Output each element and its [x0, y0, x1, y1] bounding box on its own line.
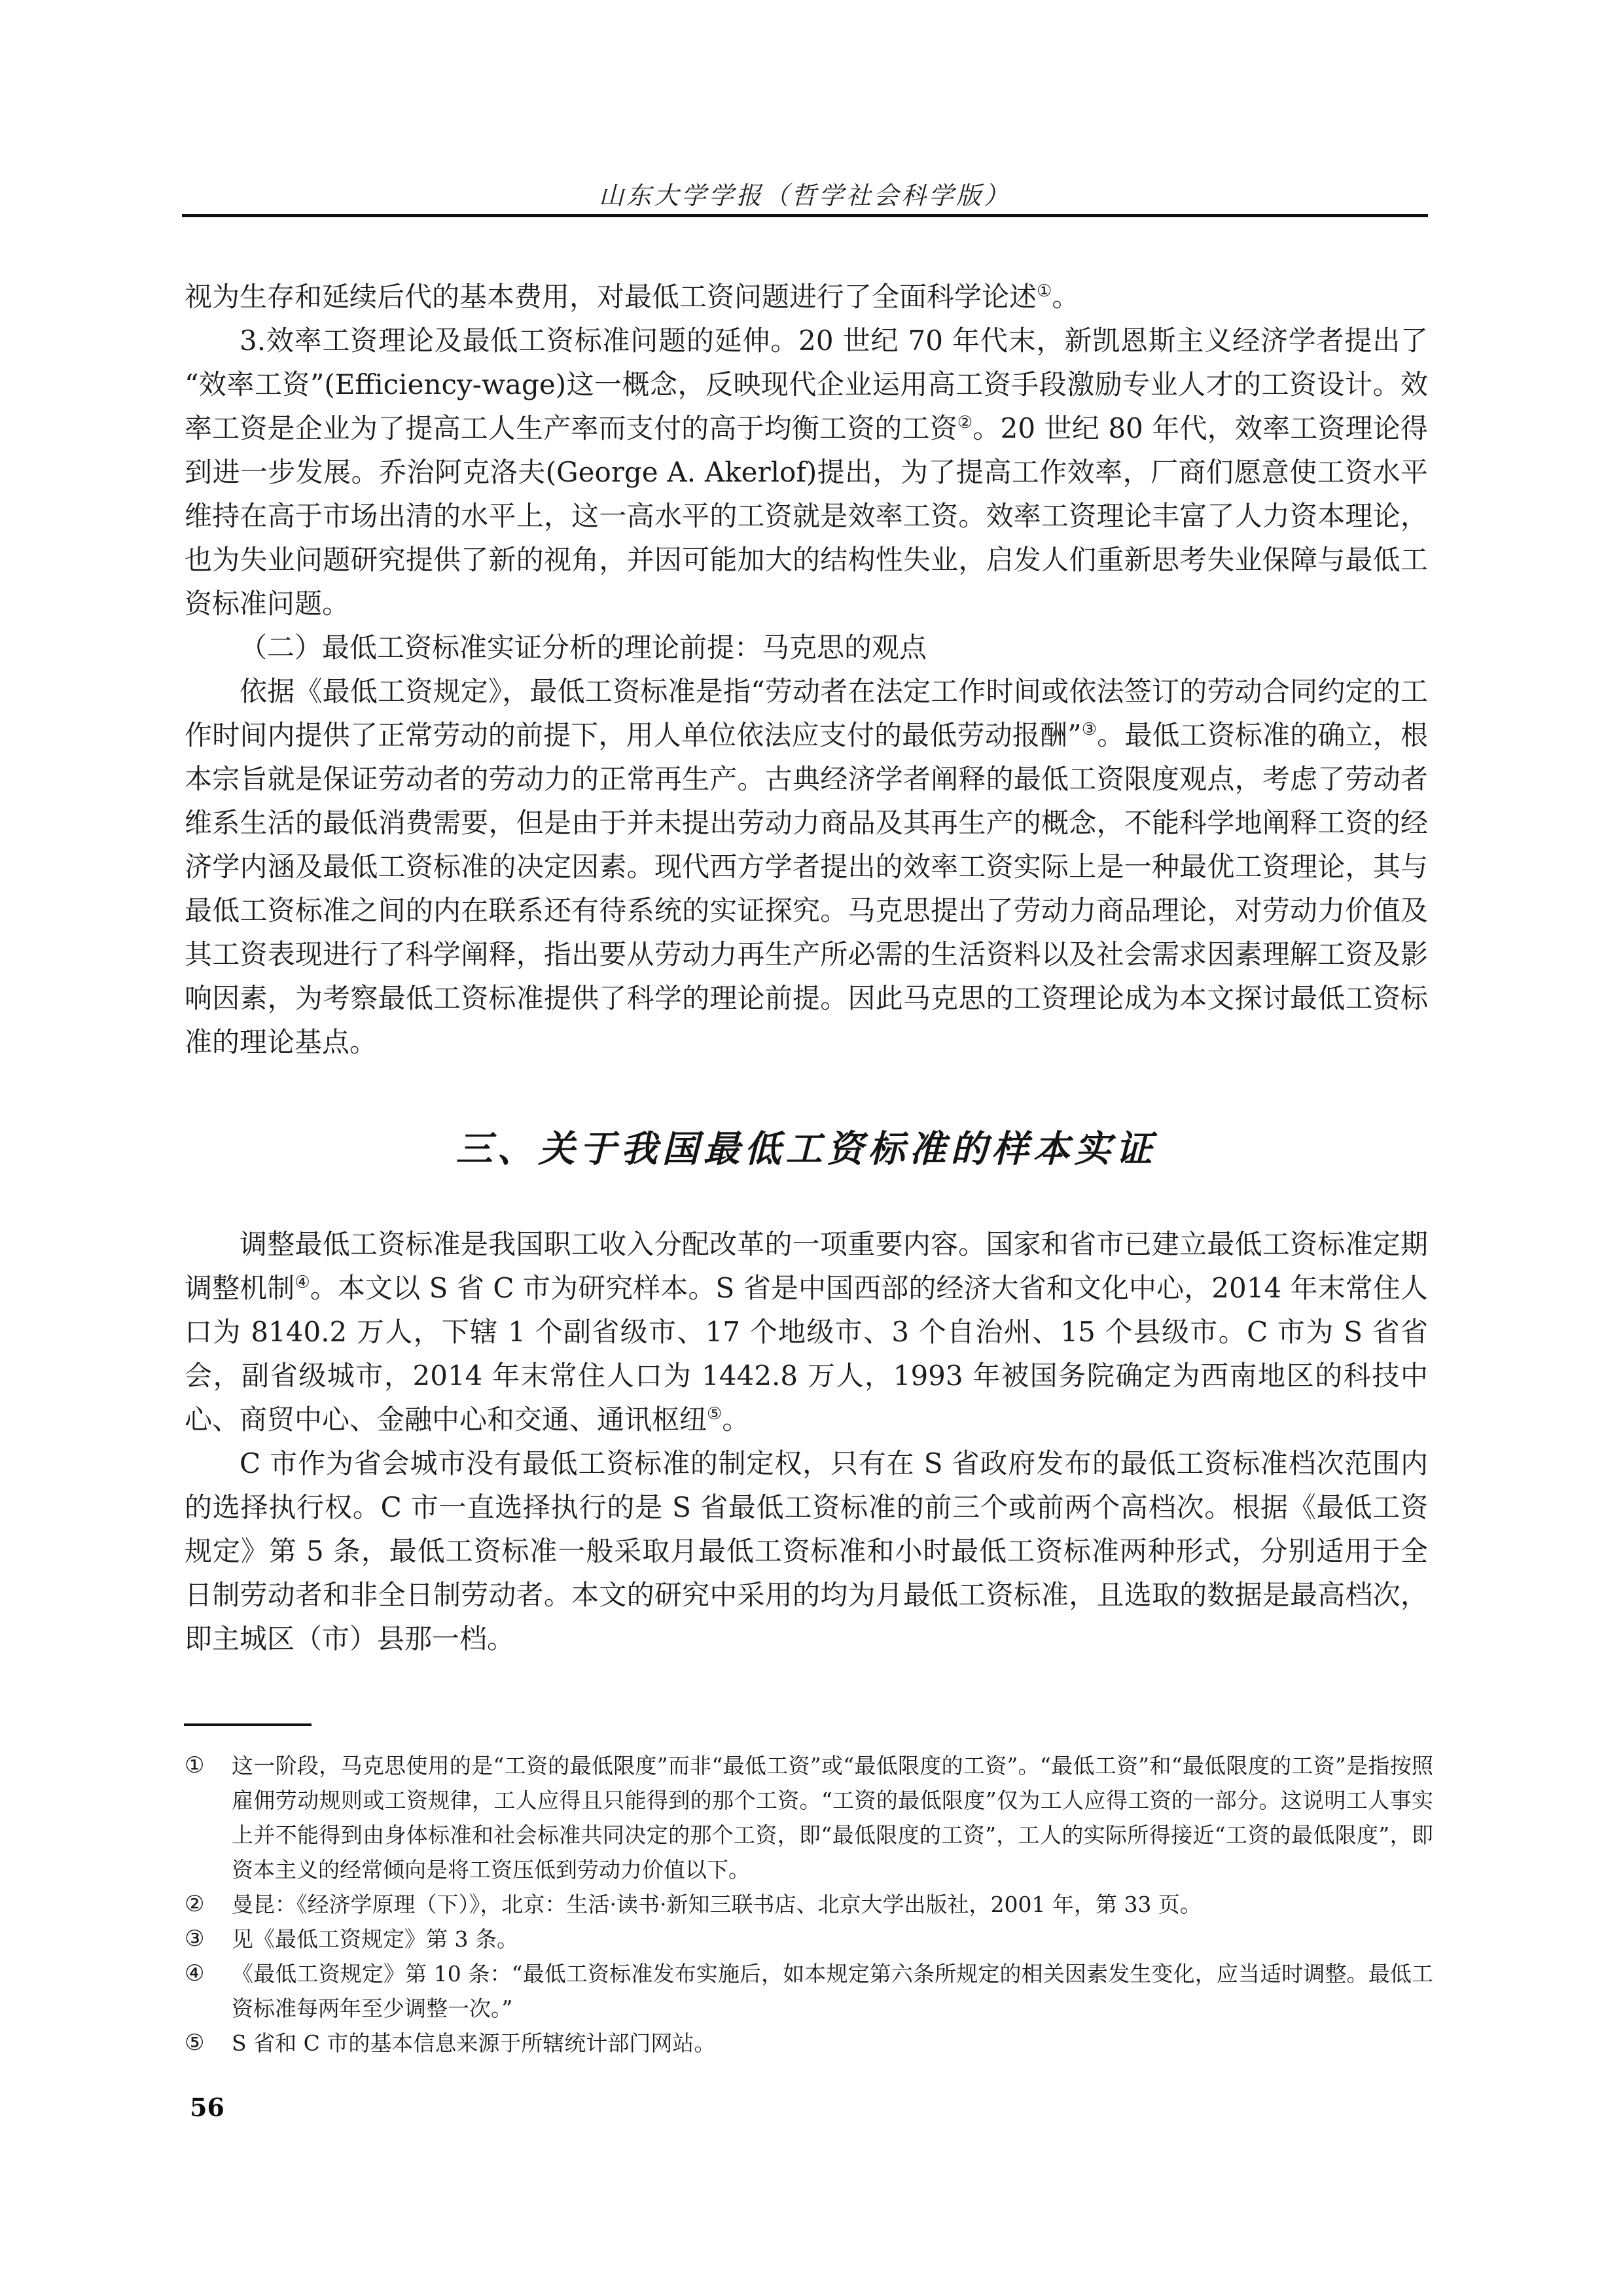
paragraph: [185, 319, 1428, 626]
footnote-item: [185, 2026, 1433, 2060]
footnote-marker: ④: [185, 1960, 205, 1987]
footnote-text: 曼昆：《经济学原理（下）》，北京：生活·读书·新知三联书店、北京大学出版社，2001 年，第 33 页。: [232, 1892, 1202, 1917]
footnote-ref-3: ③: [1081, 720, 1097, 739]
footnote-divider: [184, 1723, 312, 1726]
paragraph-text: 。20 世纪 80 年代，效率工资理论得到进一步发展。乔治阿克洛夫(George A. Akerlof)提出，为了提高工作效率，厂商们愿意使工资水平维持在高于市场出清的水平上，这一高水平的工资就是效率工资。效率工资理论丰富了人力资本理论，也为失业问题研究提供了新的视角，并因可能加大的结构性失业，启发人们重新思考失业保障与最低工资标准问题。: [185, 412, 1428, 620]
footnote-item: [185, 1922, 1433, 1956]
footnote-marker: ⑤: [185, 2030, 205, 2056]
footnote-marker: ①: [185, 1752, 205, 1778]
paragraph-text: 3.效率工资理论及最低工资标准问题的延伸。20 世纪 70 年代末，新凯恩斯主义经济学者提出了“效率工资”(Efficiency-wage)这一概念，反映现代企业运用高工资手段激励专业人才的工资设计。效率工资是企业为了提高工人生产率而支付的高于均衡工资的工资: [185, 325, 1428, 444]
section-heading: 三、关于我国最低工资标准的样本实证: [455, 1127, 1157, 1171]
footnote-ref-2: ②: [957, 413, 973, 433]
paragraph: [185, 669, 1428, 1064]
footnote-ref-5: ⑤: [707, 1404, 722, 1424]
footnote-item: [185, 1748, 1433, 1887]
footnote-text: S 省和 C 市的基本信息来源于所辖统计部门网站。: [232, 2030, 716, 2056]
footnote-ref-4: ④: [294, 1273, 310, 1292]
paragraph: [185, 1222, 1428, 1441]
paragraph-text: 依据《最低工资规定》，最低工资标准是指“劳动者在法定工作时间或依法签订的劳动合同约定的工作时间内提供了正常劳动的前提下，用人单位依法应支付的最低劳动报酬”: [185, 675, 1428, 751]
footnote-marker: ②: [185, 1891, 205, 1917]
page-number: 56: [190, 2093, 224, 2122]
paragraph-text: 。: [1052, 281, 1080, 313]
paragraph-text: 。本文以 S 省 C 市为研究样本。S 省是中国西部的经济大省和文化中心，2014 年末常住人口为 8140.2 万人，下辖 1 个副省级市、17 个地级市、3 个自治州、15 个县级市。C 市为 S 省省会，副省级城市，2014 年末常住人口为 1442.8 万人，1993 年被国务院确定为西南地区的科技中心、商贸中心、金融中心和交通、通讯枢纽: [185, 1272, 1428, 1436]
paragraph-text: 。最低工资标准的确立，根本宗旨就是保证劳动者的劳动力的正常再生产。古典经济学者阐释的最低工资限度观点，考虑了劳动者维系生活的最低消费需要，但是由于并未提出劳动力商品及其再生产的概念，不能科学地阐释工资的经济学内涵及最低工资标准的决定因素。现代西方学者提出的效率工资实际上是一种最优工资理论，其与最低工资标准之间的内在联系还有待系统的实证探究。马克思提出了劳动力商品理论，对劳动力价值及其工资表现进行了科学阐释，指出要从劳动力再生产所必需的生活资料以及社会需求因素理解工资及影响因素，为考察最低工资标准提供了科学的理论前提。因此马克思的工资理论成为本文探讨最低工资标准的理论基点。: [185, 719, 1428, 1058]
footnote-text: 见《最低工资规定》第 3 条。: [232, 1926, 518, 1952]
paragraph: C 市作为省会城市没有最低工资标准的制定权，只有在 S 省政府发布的最低工资标准档次范围内的选择执行权。C 市一直选择执行的是 S 省最低工资标准的前三个或前两个高档次。根据《最低工资规定》第 5 条，最低工资标准一般采取月最低工资标准和小时最低工资标准两种形式，分别适用于全日制劳动者和非全日制劳动者。本文的研究中采用的均为月最低工资标准，且选取的数据是最高档次，即主城区（市）县那一档。: [185, 1447, 1428, 1655]
sub-heading: （二）最低工资标准实证分析的理论前提：马克思的观点: [240, 631, 927, 663]
footnote-item: [185, 1887, 1433, 1922]
paragraph-text: 视为生存和延续后代的基本费用，对最低工资问题进行了全面科学论述: [185, 281, 1037, 313]
paragraph-text: 调整最低工资标准是我国职工收入分配改革的一项重要内容。国家和省市已建立最低工资标准定期调整机制: [185, 1228, 1428, 1304]
journal-running-head: 山东大学学报（哲学社会科学版）: [598, 181, 1011, 210]
footnote-ref-1: ①: [1037, 281, 1052, 301]
paragraph-continuation: [185, 275, 1428, 319]
footnote-marker: ③: [185, 1926, 205, 1952]
article-body: [185, 275, 1428, 1661]
header-divider: [182, 214, 1428, 217]
footnote-text: 这一阶段，马克思使用的是“工资的最低限度”而非“最低工资”或“最低限度的工资”。“最低工资”和“最低限度的工资”是指按照雇佣劳动规则或工资规律，工人应得且只能得到的那个工资。“工资的最低限度”仅为工人应得工资的一部分。这说明工人事实上并不能得到由身体标准和社会标准共同决定的那个工资，即“最低限度的工资”，工人的实际所得接近“工资的最低限度”，即资本主义的经常倾向是将工资压低到劳动力价值以下。: [232, 1753, 1433, 1882]
footnotes-block: [185, 1748, 1433, 2060]
paragraph-text: 。: [722, 1404, 750, 1436]
footnote-text: 《最低工资规定》第 10 条：“最低工资标准发布实施后，如本规定第六条所规定的相关因素发生变化，应当适时调整。最低工资标准每两年至少调整一次。”: [232, 1961, 1433, 2021]
footnote-item: [185, 1956, 1433, 2026]
